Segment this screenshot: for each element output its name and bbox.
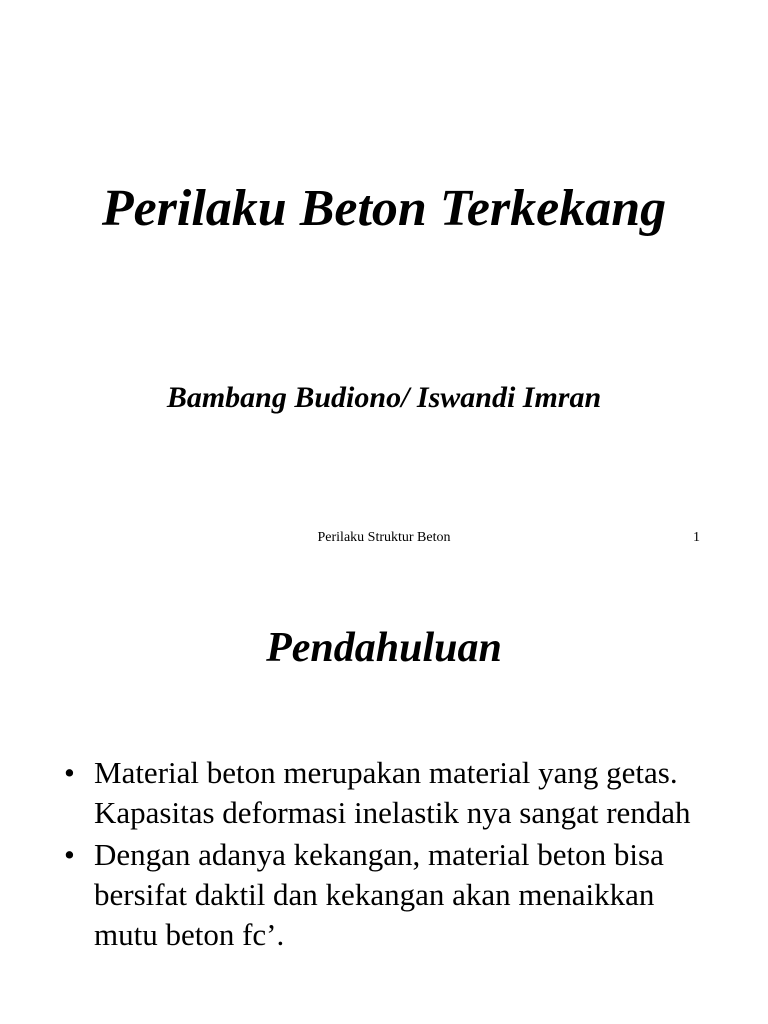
slide-title: Pendahuluan [266, 625, 502, 671]
bullet-item [60, 835, 700, 955]
slide-title: Perilaku Beton Terkekang [101, 180, 667, 237]
bullet-text: Dengan adanya kekangan, material beton bisa bersifat daktil dan kekangan akan menaikkan mutu beton fc’. [94, 837, 664, 952]
slide-footer-text: Perilaku Struktur Beton [317, 530, 451, 545]
slide-authors: Bambang Budiono/ Iswandi Imran [166, 381, 602, 414]
bullet-icon: • [64, 837, 75, 872]
slide-2 [0, 576, 768, 1024]
bullet-list [60, 753, 700, 957]
bullet-icon: • [64, 755, 75, 790]
slide-page-number: 1 [693, 530, 700, 545]
bullet-item [60, 753, 700, 833]
bullet-text: Material beton merupakan material yang getas. Kapasitas deformasi inelastik nya sangat rendah [94, 755, 691, 830]
